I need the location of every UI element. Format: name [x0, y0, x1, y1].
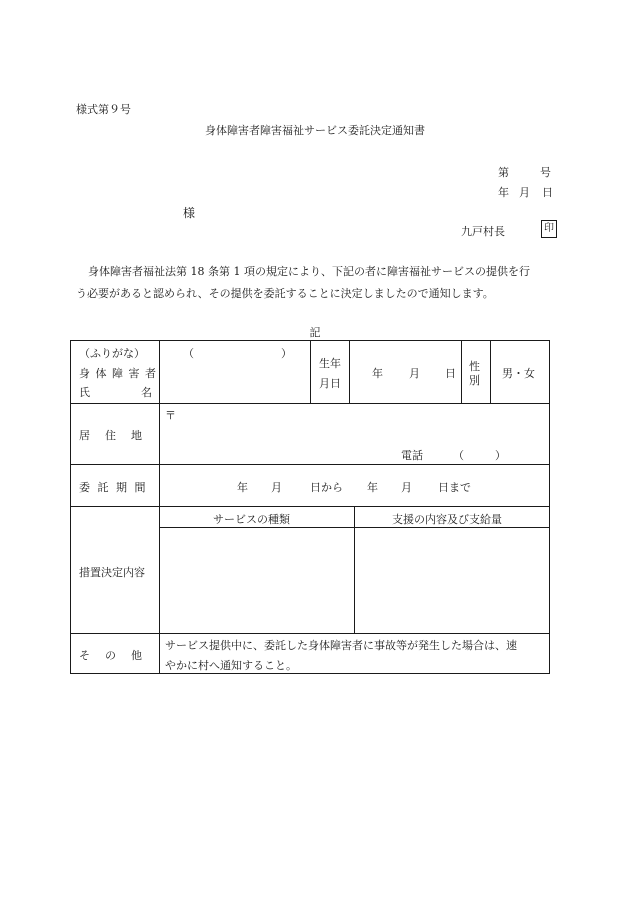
row-divider — [71, 506, 549, 507]
furigana-paren-open: （ — [183, 347, 194, 360]
document-title: 身体障害者障害福祉サービス委託決定通知書 — [205, 124, 425, 137]
birth-label: 生年 — [319, 357, 341, 370]
phone-paren-close: ） — [495, 449, 506, 462]
sex-value: 男・女 — [502, 367, 535, 380]
support-header: 支援の内容及び支給量 — [392, 513, 502, 526]
row-divider — [71, 633, 549, 634]
issuer: 九戸村長 — [461, 225, 505, 238]
address-label: 居 住 地 — [79, 429, 144, 442]
period-to-month: 月 — [401, 481, 412, 494]
name-label-b: 名 — [141, 386, 152, 399]
period-from-day: 日から — [310, 481, 343, 494]
period-label: 委 託 期 間 — [79, 481, 148, 494]
person-label: 身 体 障 害 者 — [79, 367, 157, 380]
details-table — [70, 340, 550, 674]
ki-heading: 記 — [309, 326, 321, 339]
date-month: 月 — [519, 186, 530, 199]
seal-icon: 印 — [541, 220, 557, 238]
phone-label: 電話 — [401, 449, 423, 462]
birth-month: 月 — [409, 367, 420, 380]
furigana-label: （ふりがな） — [79, 347, 145, 360]
column-divider — [490, 341, 491, 403]
body-line-2: う必要があると認められ、その提供を委託することに決定しましたので通知します。 — [76, 287, 494, 300]
furigana-paren-close: ） — [281, 347, 292, 360]
service-type-header: サービスの種類 — [213, 513, 290, 526]
measures-label: 措置決定内容 — [79, 566, 145, 579]
other-label: そ の 他 — [79, 649, 144, 662]
date-day: 日 — [542, 186, 553, 199]
form-number: 様式第９号 — [76, 103, 131, 116]
column-divider — [461, 341, 462, 403]
other-text-line-1: サービス提供中に、委託した身体障害者に事故等が発生した場合は、速 — [165, 639, 517, 652]
column-divider — [349, 341, 350, 403]
birth-day: 日 — [445, 367, 456, 380]
body-line-1: 身体障害者福祉法第 18 条第 1 項の規定により、下記の者に障害福祉サービスの提供を行 — [88, 265, 530, 278]
column-divider — [159, 341, 160, 673]
period-to-day: 日まで — [438, 481, 471, 494]
sex-label: 別 — [469, 374, 480, 387]
postal-mark: 〒 — [165, 409, 176, 422]
row-divider — [71, 464, 549, 465]
phone-paren-open: （ — [453, 449, 464, 462]
name-label-a: 氏 — [79, 386, 90, 399]
period-to-year: 年 — [367, 481, 378, 494]
period-from-month: 月 — [271, 481, 282, 494]
other-text-line-2: やかに村へ通知すること。 — [165, 659, 297, 672]
birth-label: 月日 — [319, 377, 341, 390]
column-divider — [310, 341, 311, 403]
addressee-suffix: 様 — [183, 206, 196, 220]
date-year: 年 — [498, 186, 509, 199]
sex-label: 性 — [469, 360, 480, 373]
column-divider — [354, 506, 355, 633]
birth-year: 年 — [372, 367, 383, 380]
doc-number-label: 第 — [498, 166, 509, 179]
period-from-year: 年 — [237, 481, 248, 494]
row-divider — [71, 403, 549, 404]
doc-number-suffix: 号 — [540, 166, 551, 179]
